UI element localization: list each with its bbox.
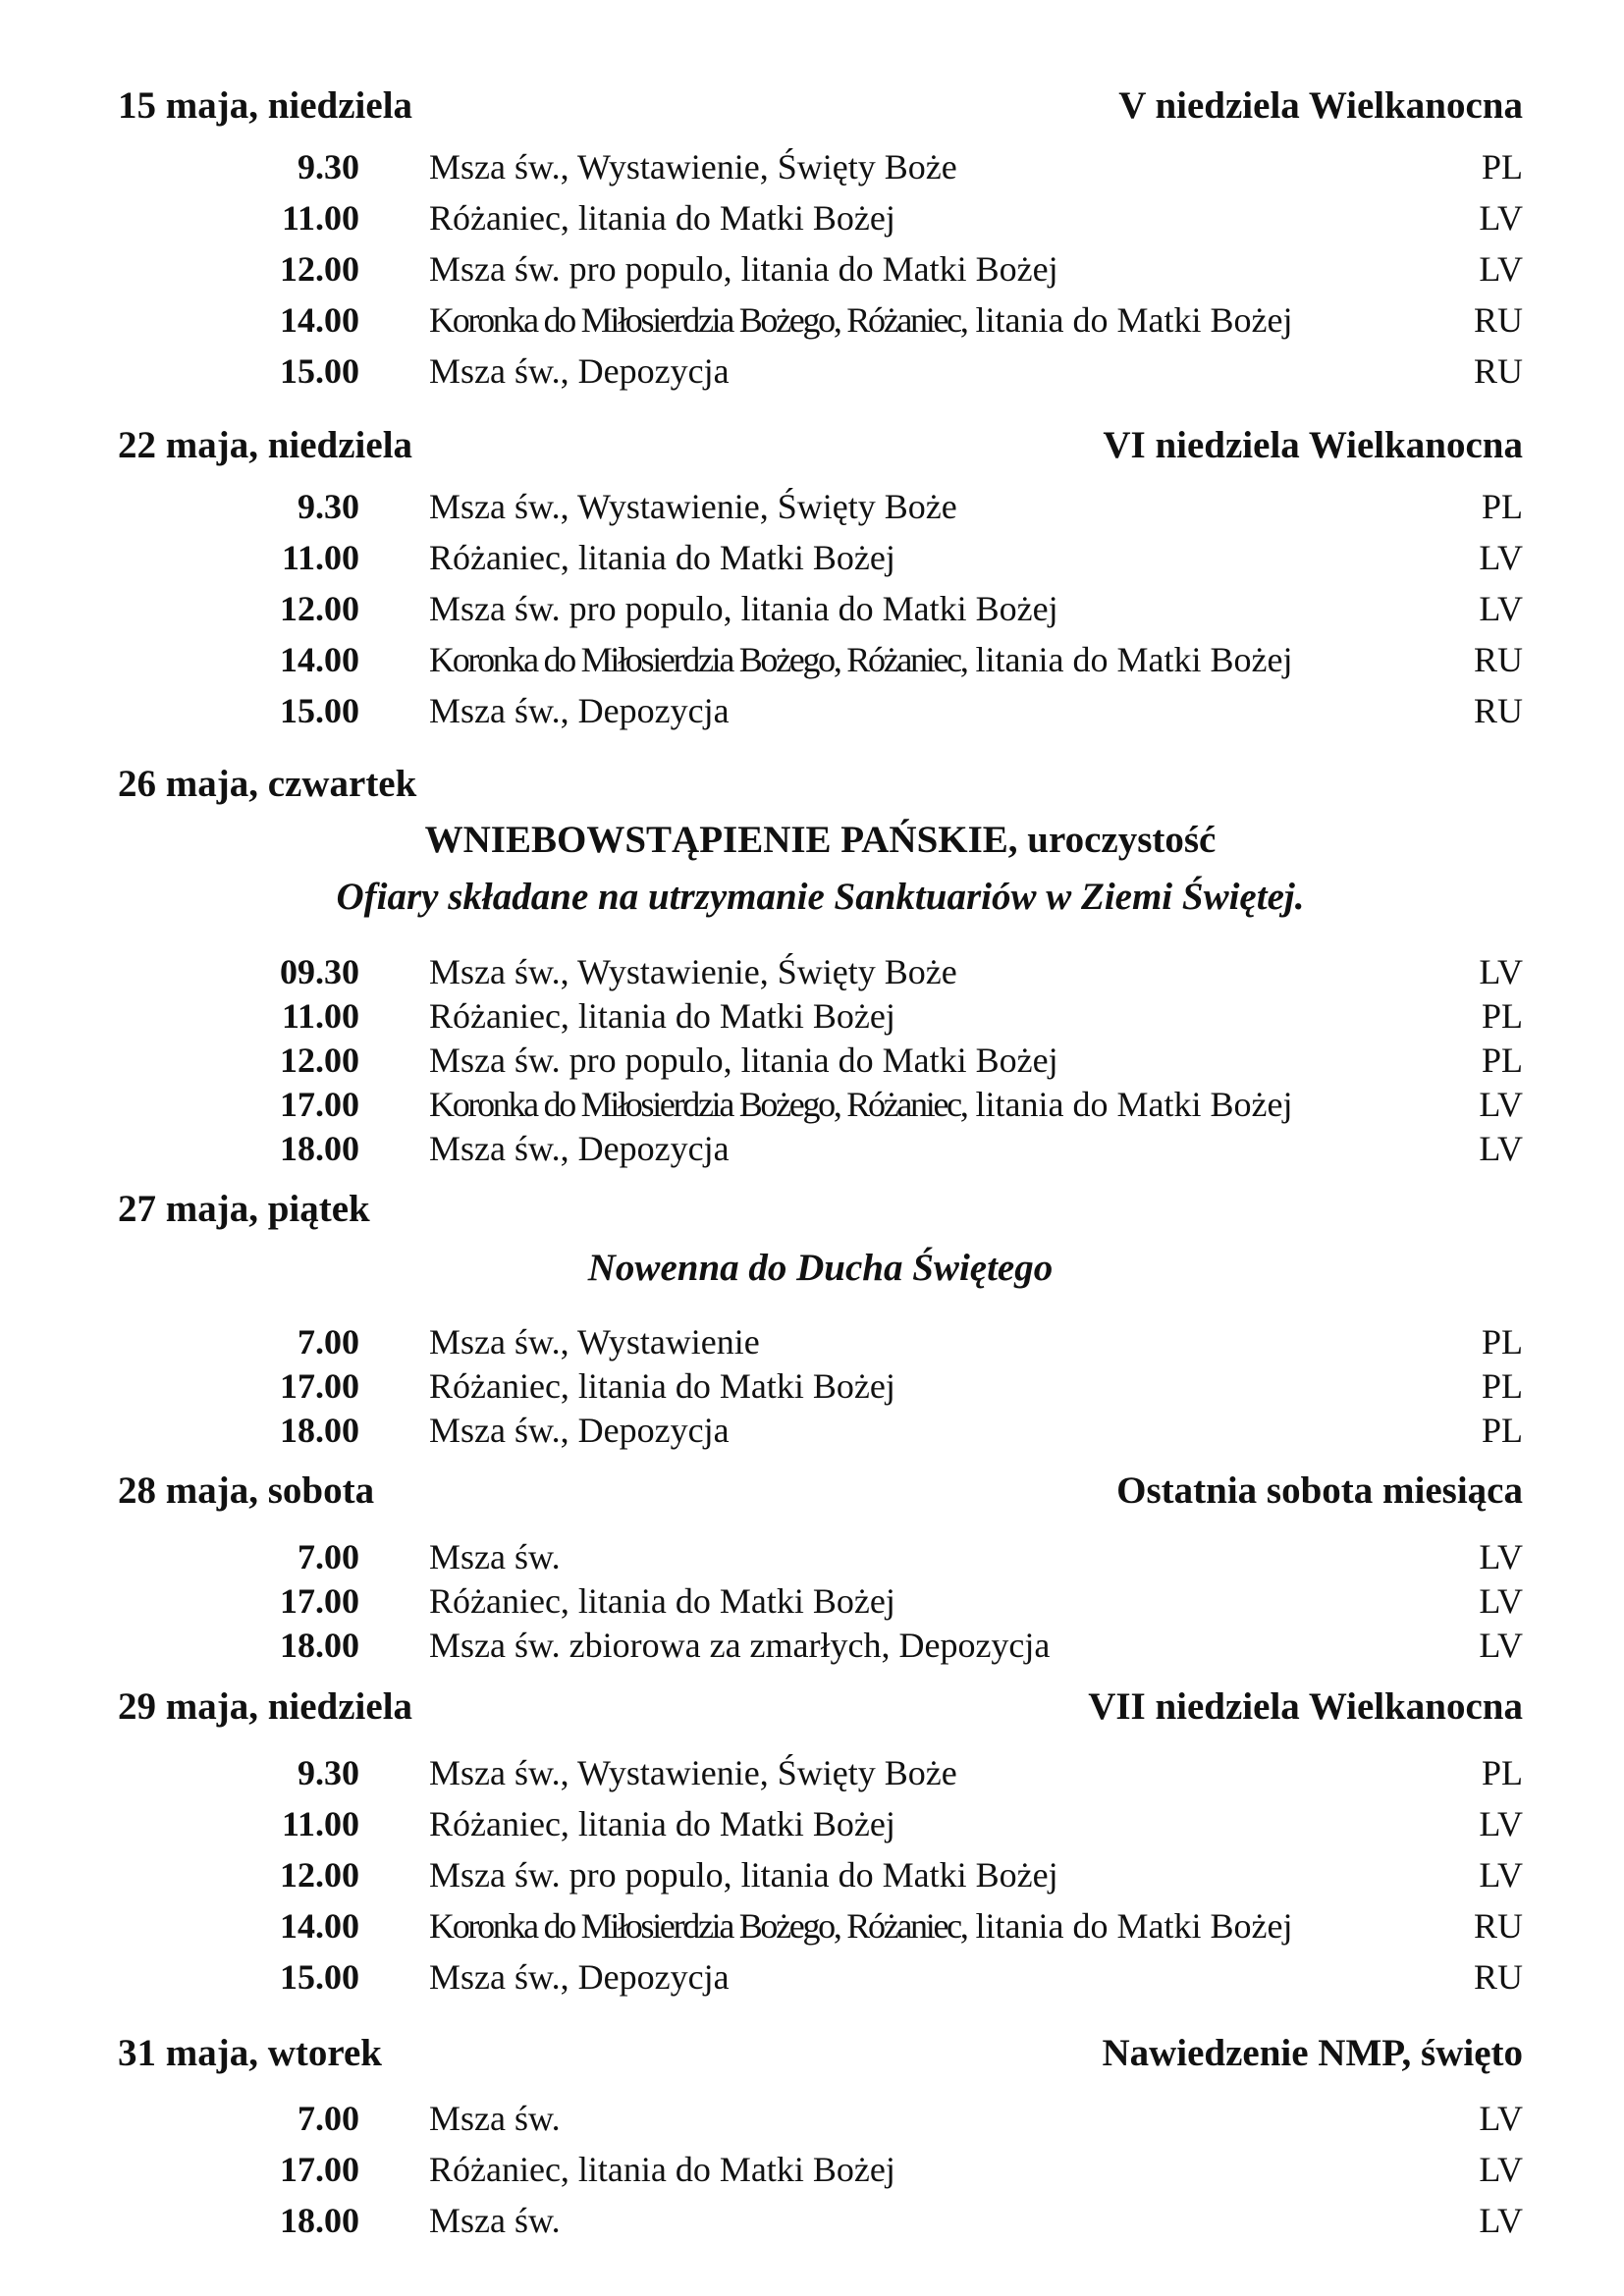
day-header xyxy=(118,1184,1523,1235)
entry-description xyxy=(429,636,1292,683)
entry-time: 7.00 xyxy=(298,1322,359,1362)
entry-language: RU xyxy=(1473,300,1523,340)
entry-language: LV xyxy=(1479,538,1523,577)
schedule-row xyxy=(118,1902,1523,1949)
schedule-row xyxy=(118,1800,1523,1847)
entry-language: RU xyxy=(1473,351,1523,391)
entry-description: Msza św. pro populo, litania do Matki Bożej xyxy=(429,589,1058,628)
schedule-row xyxy=(118,194,1523,241)
entry-language: LV xyxy=(1479,2099,1523,2138)
entry-language: PL xyxy=(1481,1041,1523,1080)
entry-time: 11.00 xyxy=(281,538,359,577)
entry-description: Różaniec, litania do Matki Bożej xyxy=(429,1581,895,1621)
entry-language: LV xyxy=(1479,2150,1523,2189)
schedule-row xyxy=(118,1851,1523,1898)
entry-description-condensed: Koronka do Miłosierdzia Bożego, Różaniec, xyxy=(429,1906,967,1946)
entry-description: Msza św., Depozycja xyxy=(429,691,730,730)
schedule-row xyxy=(118,1577,1523,1625)
day-date: 26 maja, czwartek xyxy=(118,763,417,805)
entry-description-tail: litania do Matki Bożej xyxy=(966,1906,1293,1946)
entry-description: Msza św., Wystawienie, Święty Boże xyxy=(429,487,957,526)
day-feast: V niedziela Wielkanocna xyxy=(1118,84,1523,127)
entry-description: Msza św., Depozycja xyxy=(429,1129,730,1168)
schedule-row xyxy=(118,1362,1523,1410)
day-header xyxy=(118,420,1523,471)
entry-description: Msza św. pro populo, litania do Matki Bożej xyxy=(429,1855,1058,1895)
entry-language: LV xyxy=(1479,1129,1523,1168)
day-note: Ofiary składane na utrzymanie Sanktuariów w Ziemi Świętej. xyxy=(336,876,1305,918)
entry-time: 15.00 xyxy=(280,1957,359,1997)
day-header xyxy=(118,80,1523,132)
entry-description xyxy=(429,296,1292,344)
entry-language: LV xyxy=(1479,1581,1523,1621)
entry-language: LV xyxy=(1479,249,1523,289)
entry-time: 7.00 xyxy=(298,2099,359,2138)
day-date: 29 maja, niedziela xyxy=(118,1685,413,1728)
schedule-row xyxy=(118,1125,1523,1172)
entry-time: 9.30 xyxy=(298,1753,359,1792)
schedule-row xyxy=(118,636,1523,683)
entry-language: RU xyxy=(1473,640,1523,679)
day-date: 31 maja, wtorek xyxy=(118,2032,382,2074)
entry-time: 17.00 xyxy=(280,1085,359,1124)
entry-language: LV xyxy=(1479,2201,1523,2240)
entry-language: PL xyxy=(1481,996,1523,1036)
entry-description xyxy=(429,1902,1292,1949)
entry-language: PL xyxy=(1481,487,1523,526)
entry-description-tail: litania do Matki Bożej xyxy=(966,640,1293,679)
day-header xyxy=(118,2028,1523,2079)
day-note: Nowenna do Ducha Świętego xyxy=(587,1247,1054,1289)
entry-time: 12.00 xyxy=(280,249,359,289)
entry-time: 17.00 xyxy=(280,1366,359,1406)
schedule-row xyxy=(118,1407,1523,1454)
entry-language: RU xyxy=(1473,1957,1523,1997)
entry-description: Różaniec, litania do Matki Bożej xyxy=(429,2150,895,2189)
day-feast: VI niedziela Wielkanocna xyxy=(1103,424,1523,466)
entry-description-tail: litania do Matki Bożej xyxy=(966,1085,1293,1124)
schedule-row xyxy=(118,347,1523,395)
entry-description: Różaniec, litania do Matki Bożej xyxy=(429,1804,895,1843)
entry-time: 12.00 xyxy=(280,1855,359,1895)
schedule-row xyxy=(118,1622,1523,1669)
entry-language: RU xyxy=(1473,691,1523,730)
schedule-row xyxy=(118,1081,1523,1128)
entry-time: 18.00 xyxy=(280,2201,359,2240)
entry-language: LV xyxy=(1479,1537,1523,1576)
entry-time: 12.00 xyxy=(280,589,359,628)
schedule-row xyxy=(118,585,1523,632)
entry-time: 14.00 xyxy=(280,1906,359,1946)
entry-time: 18.00 xyxy=(280,1626,359,1665)
entry-language: LV xyxy=(1479,589,1523,628)
entry-time: 18.00 xyxy=(280,1411,359,1450)
entry-language: PL xyxy=(1481,1366,1523,1406)
schedule-row xyxy=(118,948,1523,995)
entry-description-condensed: Koronka do Miłosierdzia Bożego, Różaniec, xyxy=(429,640,967,679)
day-header xyxy=(118,759,1523,810)
entry-description: Msza św., Wystawienie xyxy=(429,1322,760,1362)
day-date: 15 maja, niedziela xyxy=(118,84,413,127)
entry-description: Msza św. xyxy=(429,2201,561,2240)
entry-time: 11.00 xyxy=(281,1804,359,1843)
day-feast: Ostatnia sobota miesiąca xyxy=(1116,1469,1523,1512)
entry-description-tail: litania do Matki Bożej xyxy=(966,300,1293,340)
entry-description: Msza św. pro populo, litania do Matki Bożej xyxy=(429,1041,1058,1080)
entry-time: 09.30 xyxy=(280,952,359,991)
schedule-row xyxy=(118,1318,1523,1365)
schedule-row xyxy=(118,245,1523,293)
entry-description: Msza św., Wystawienie, Święty Boże xyxy=(429,952,957,991)
entry-description xyxy=(429,1081,1292,1128)
day-date: 27 maja, piątek xyxy=(118,1188,370,1230)
schedule-row xyxy=(118,483,1523,530)
entry-time: 9.30 xyxy=(298,487,359,526)
entry-time: 7.00 xyxy=(298,1537,359,1576)
day-date: 22 maja, niedziela xyxy=(118,424,413,466)
day-header xyxy=(118,1682,1523,1733)
schedule-row xyxy=(118,1037,1523,1084)
schedule-row xyxy=(118,1953,1523,2001)
schedule-row xyxy=(118,143,1523,190)
entry-time: 14.00 xyxy=(280,300,359,340)
entry-time: 11.00 xyxy=(281,996,359,1036)
schedule-row xyxy=(118,2197,1523,2244)
entry-time: 9.30 xyxy=(298,147,359,187)
entry-time: 15.00 xyxy=(280,351,359,391)
entry-description-condensed: Koronka do Miłosierdzia Bożego, Różaniec, xyxy=(429,300,967,340)
entry-description: Msza św., Wystawienie, Święty Boże xyxy=(429,1753,957,1792)
entry-time: 12.00 xyxy=(280,1041,359,1080)
entry-time: 15.00 xyxy=(280,691,359,730)
entry-time: 18.00 xyxy=(280,1129,359,1168)
entry-description: Msza św. pro populo, litania do Matki Bożej xyxy=(429,249,1058,289)
entry-description: Msza św. zbiorowa za zmarłych, Depozycja xyxy=(429,1626,1051,1665)
schedule-row xyxy=(118,2095,1523,2142)
schedule-row xyxy=(118,2146,1523,2193)
entry-description: Msza św., Depozycja xyxy=(429,1957,730,1997)
entry-language: PL xyxy=(1481,1753,1523,1792)
schedule-row xyxy=(118,1533,1523,1580)
entry-language: LV xyxy=(1479,1085,1523,1124)
entry-language: RU xyxy=(1473,1906,1523,1946)
day-date: 28 maja, sobota xyxy=(118,1469,375,1512)
entry-description: Różaniec, litania do Matki Bożej xyxy=(429,1366,895,1406)
entry-description: Msza św., Depozycja xyxy=(429,351,730,391)
schedule-row xyxy=(118,296,1523,344)
entry-time: 17.00 xyxy=(280,1581,359,1621)
entry-description-condensed: Koronka do Miłosierdzia Bożego, Różaniec, xyxy=(429,1085,967,1124)
entry-description: Msza św. xyxy=(429,2099,561,2138)
entry-time: 11.00 xyxy=(281,198,359,238)
schedule-row xyxy=(118,992,1523,1040)
schedule-row xyxy=(118,534,1523,581)
day-feast: VII niedziela Wielkanocna xyxy=(1088,1685,1523,1728)
schedule-row xyxy=(118,687,1523,734)
entry-description: Msza św. xyxy=(429,1537,561,1576)
solemnity-title: WNIEBOWSTĄPIENIE PAŃSKIE, uroczystość xyxy=(424,819,1217,861)
entry-language: PL xyxy=(1481,1411,1523,1450)
schedule-row xyxy=(118,1749,1523,1796)
entry-language: LV xyxy=(1479,1626,1523,1665)
entry-language: LV xyxy=(1479,952,1523,991)
day-header xyxy=(118,1466,1523,1517)
entry-description: Różaniec, litania do Matki Bożej xyxy=(429,198,895,238)
entry-time: 17.00 xyxy=(280,2150,359,2189)
entry-description: Różaniec, litania do Matki Bożej xyxy=(429,538,895,577)
entry-description: Msza św., Wystawienie, Święty Boże xyxy=(429,147,957,187)
day-feast: Nawiedzenie NMP, święto xyxy=(1102,2032,1523,2074)
entry-language: LV xyxy=(1479,1855,1523,1895)
entry-description: Różaniec, litania do Matki Bożej xyxy=(429,996,895,1036)
entry-description: Msza św., Depozycja xyxy=(429,1411,730,1450)
entry-language: PL xyxy=(1481,147,1523,187)
entry-language: PL xyxy=(1481,1322,1523,1362)
entry-time: 14.00 xyxy=(280,640,359,679)
entry-language: LV xyxy=(1479,198,1523,238)
entry-language: LV xyxy=(1479,1804,1523,1843)
